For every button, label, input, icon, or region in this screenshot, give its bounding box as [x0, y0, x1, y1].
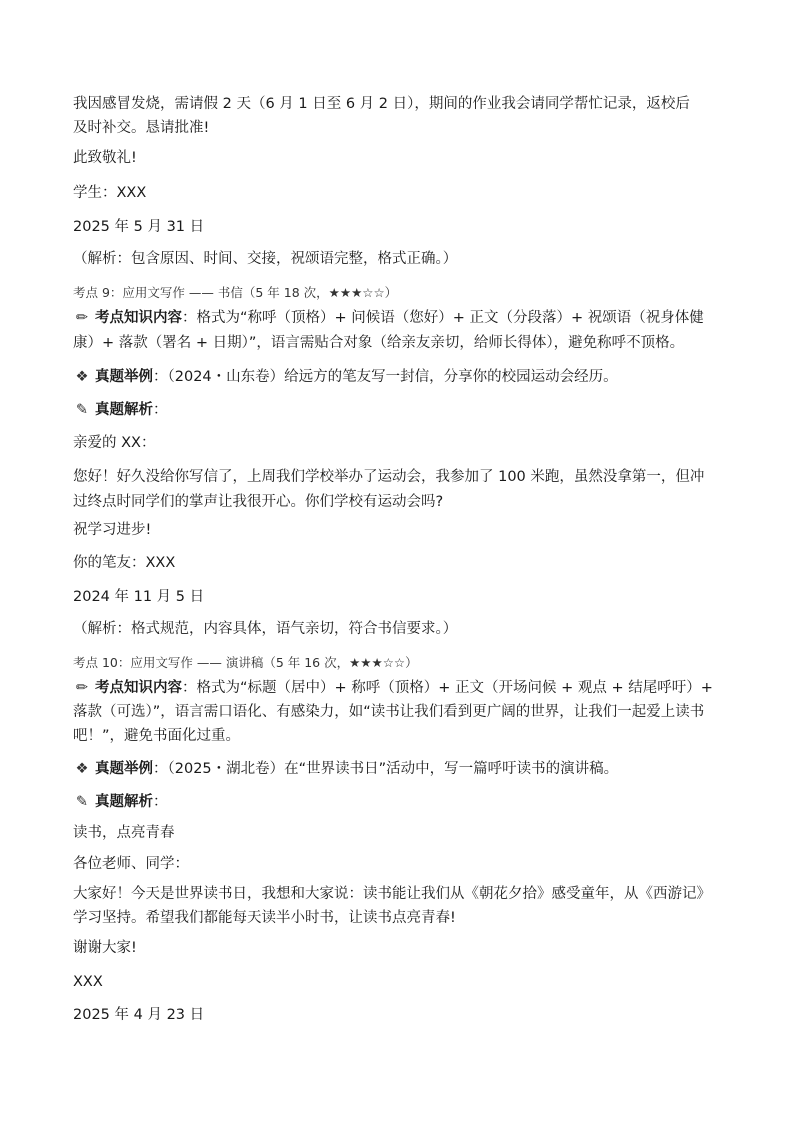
- point9-knowledge-text: ：格式为“称呼（顶格）+ 问候语（您好）+ 正文（分段落）+ 祝颂语（祝身体健: [182, 310, 704, 326]
- point9-answer-colon: ：: [153, 402, 168, 418]
- letter1-signature: 学生：XXX: [73, 185, 147, 201]
- point10-answer-heading: [73, 790, 733, 814]
- point9-answer-heading: [73, 398, 733, 422]
- point9-example-label: 真题举例: [95, 369, 153, 385]
- point10-knowledge-text: ：格式为“标题（居中）+ 称呼（顶格）+ 正文（开场问候 + 观点 + 结尾呼吁）+: [182, 680, 713, 696]
- pen-icon: ✎: [75, 402, 89, 418]
- point10-date: 2025 年 4 月 23 日: [73, 1007, 205, 1023]
- point10-knowledge-label: 考点知识内容: [95, 680, 182, 696]
- point10-example: [73, 757, 733, 781]
- point9-analysis: （解析：格式规范，内容具体，语气亲切，符合书信要求。）: [73, 621, 458, 637]
- point10-header: 考点 10：应用文写作 —— 演讲稿（5 年 16 次，★★★☆☆）: [73, 655, 418, 670]
- point9-knowledge-label: 考点知识内容: [95, 310, 182, 326]
- letter1-body-line2: 及时补交。恳请批准!: [73, 120, 210, 136]
- point10-signature: XXX: [73, 974, 103, 990]
- point10-body-line2: 学习坚持。希望我们都能每天读半小时书，让读书点亮青春!: [73, 910, 456, 926]
- point10-knowledge-line3: 吧！”，避免书面化过重。: [73, 728, 241, 744]
- point9-example-text: ：（2024・山东卷）给远方的笔友写一封信，分享你的校园运动会经历。: [153, 369, 618, 385]
- point10-answer-label: 真题解析: [95, 794, 153, 810]
- point9-answer-label: 真题解析: [95, 402, 153, 418]
- diamond-icon: ❖: [75, 369, 89, 385]
- point9-body-line1: 您好！好久没给你写信了，上周我们学校举办了运动会，我参加了 100 米跑，虽然没拿第一，但冲: [73, 469, 705, 485]
- point9-greeting: 亲爱的 XX：: [73, 435, 156, 451]
- point9-wish: 祝学习进步!: [73, 522, 152, 538]
- point10-thanks: 谢谢大家!: [73, 940, 137, 956]
- diamond-icon: ❖: [75, 761, 89, 777]
- point10-greeting: 各位老师、同学：: [73, 856, 189, 872]
- letter1-analysis: （解析：包含原因、时间、交接，祝颂语完整，格式正确。）: [73, 251, 458, 267]
- point10-body-line1: 大家好！今天是世界读书日，我想和大家说：读书能让我们从《朝花夕拾》感受童年，从《西游记》: [73, 886, 711, 902]
- point10-knowledge-line2: 落款（可选）”，语言需口语化、有感染力，如“读书让我们看到更广阔的世界，让我们一起爱上读书: [73, 704, 705, 720]
- point9-body-line2: 过终点时同学们的掌声让我很开心。你们学校有运动会吗?: [73, 494, 444, 510]
- point10-knowledge-line1: [73, 676, 733, 700]
- point9-signature: 你的笔友：XXX: [73, 555, 176, 571]
- point10-example-text: ：（2025・湖北卷）在“世界读书日”活动中，写一篇呼吁读书的演讲稿。: [153, 761, 619, 777]
- pencil-icon: ✏: [75, 680, 89, 696]
- letter1-date: 2025 年 5 月 31 日: [73, 219, 205, 235]
- pencil-icon: ✏: [75, 310, 89, 326]
- point10-speech-title: 读书，点亮青春: [73, 825, 175, 841]
- letter1-body-line1: 我因感冒发烧，需请假 2 天（6 月 1 日至 6 月 2 日），期间的作业我会请同学帮忙记录，返校后: [73, 96, 690, 112]
- letter1-closing: 此致敬礼!: [73, 150, 137, 166]
- point9-example: [73, 365, 733, 389]
- point9-header: 考点 9：应用文写作 —— 书信（5 年 18 次，★★★☆☆）: [73, 285, 398, 300]
- point10-example-label: 真题举例: [95, 761, 153, 777]
- point9-knowledge-line2: 康）+ 落款（署名 + 日期）”，语言需贴合对象（给亲友亲切，给师长得体），避免称呼不顶格。: [73, 335, 685, 351]
- point10-answer-colon: ：: [153, 794, 168, 810]
- point9-knowledge-line1: [73, 306, 733, 330]
- pen-icon: ✎: [75, 794, 89, 810]
- point9-date: 2024 年 11 月 5 日: [73, 589, 205, 605]
